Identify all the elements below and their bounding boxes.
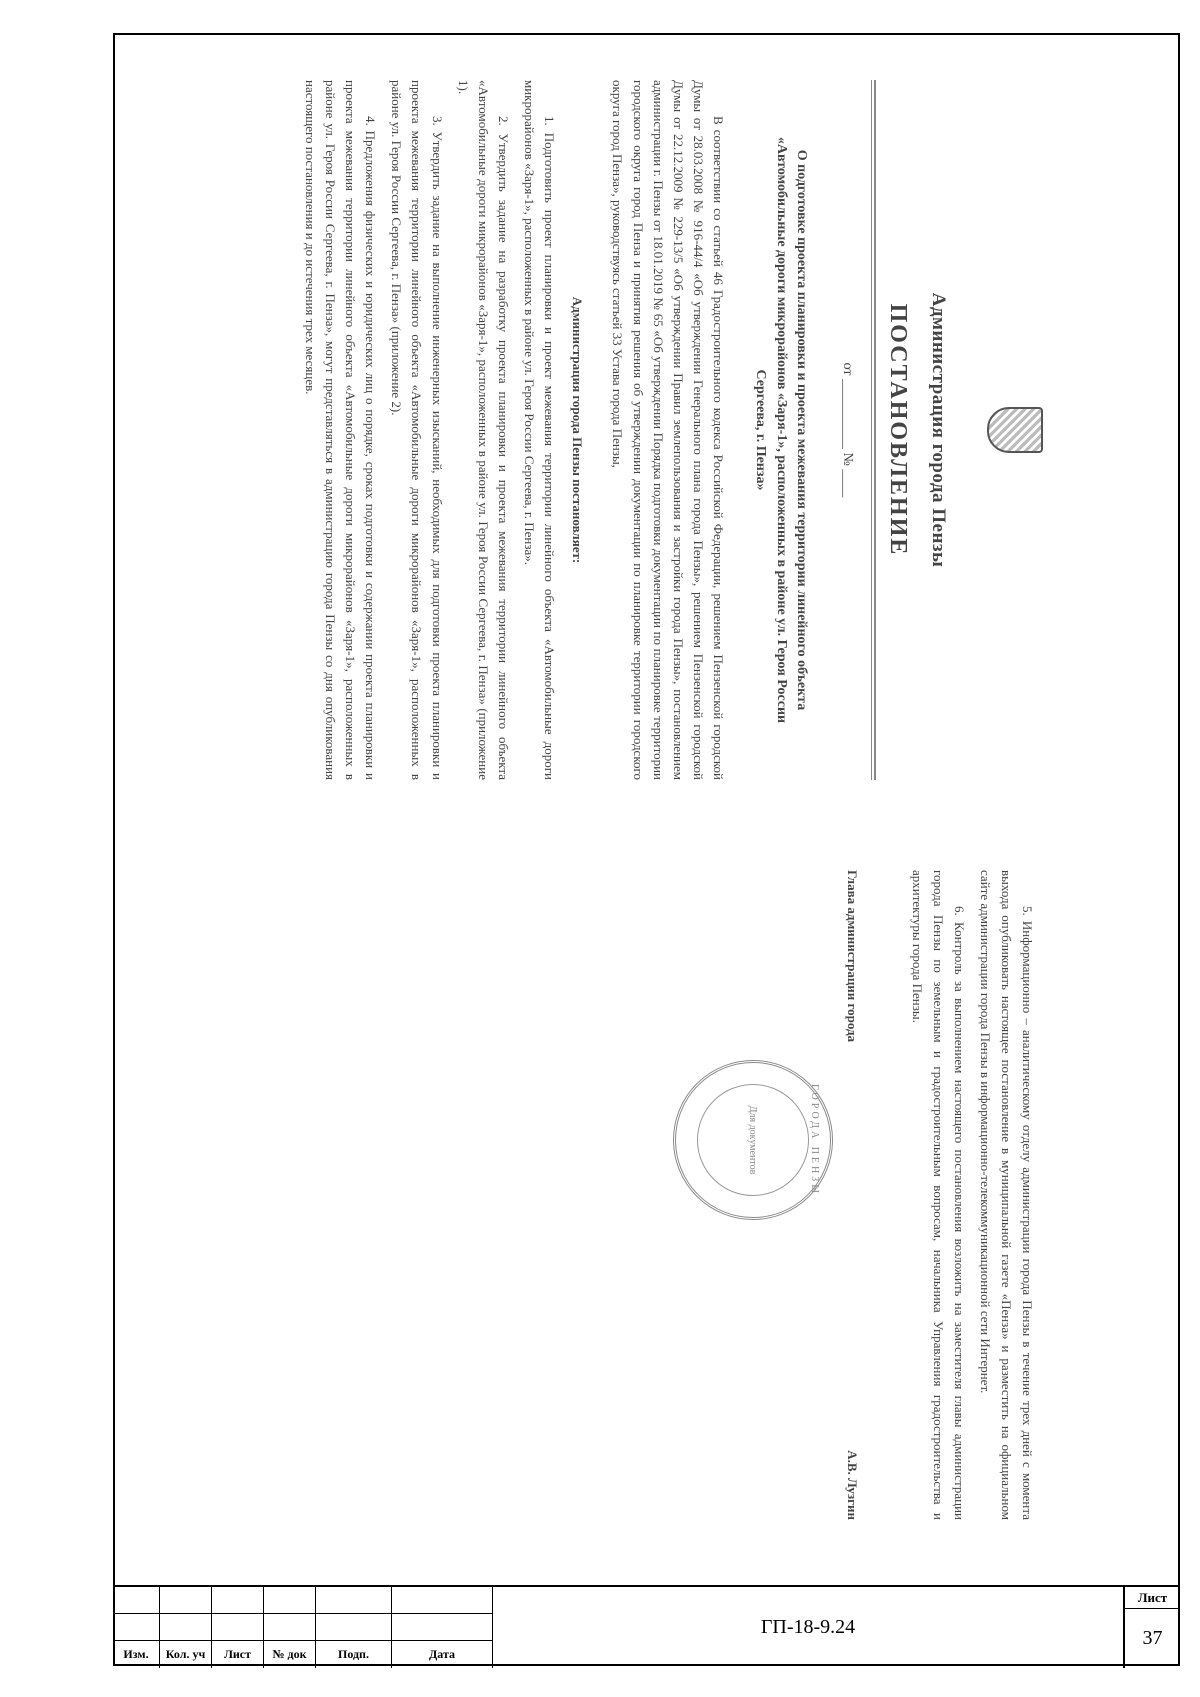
revision-cell [212, 1587, 264, 1614]
stamp-center [697, 1084, 809, 1196]
revision-cell [160, 1614, 212, 1641]
decree-title: ПОСТАНОВЛЕНИЕ [885, 303, 911, 557]
revision-cell [392, 1614, 493, 1641]
sheet-number: 37 [1142, 1627, 1163, 1649]
col-podp-header: Подп. [316, 1641, 392, 1668]
decree-item: 4. Предложения физических и юридических лиц о порядке, сроках подготовки и содержании проекта планировки и проекта межевания территории линейного объекта «Автомобильные дороги микрорайонов «Заря-1», расположенных в районе ул. Героя России Сергеева, г. Пенза», могут представляться в администрацию города Пензы со дня опубликования настоящего постановления и до истечения трех месяцев. [302, 80, 379, 780]
signatory-title: Глава администрации города [845, 870, 861, 1043]
signatory-name: А.В. Лузгин [845, 1450, 861, 1520]
divider [874, 80, 876, 780]
revision-cell [316, 1614, 392, 1641]
rotated-decree-spread [193, 40, 1093, 1580]
col-list-header: Лист [212, 1641, 264, 1668]
revision-cell [264, 1614, 316, 1641]
stamp-ring-text: ГОРОДА ПЕНЗЫ [809, 1084, 820, 1196]
decree-item: 3. Утвердить задание на выполнение инженерных изысканий, необходимых для подготовки проекта планировки и проекта межевания территории линейного объекта «Автомобильные дороги микрорайонов «Заря-1», расположенных в районе ул. Героя России Сергеева, г. Пенза» (приложение 2). [389, 80, 445, 780]
signature-row [844, 870, 860, 1520]
sheet-label: Лист [1125, 1587, 1180, 1609]
decree-intro: В соответствии со статьей 46 Градостроительного кодекса Российской Федерации, решением Пензенской городской Думы от 28.03.2008 № 916-44/4 «Об утверждении Генерального плана города Пензы», решением Пензенской городской Думы от 22.12.2009 № 229-13/5 «Об утверждении Правил землепользования и застройки города Пензы», постановлением администрации г. Пензы от 18.01.2019 № 65 «Об утверждении Порядка подготовки документации по планировке территории городского округа город Пенза и принятия решения об утверждении документации по планировке территории городского округа город Пенза», руководствуясь статьей 33 Устава города Пензы, [610, 80, 727, 780]
decree-subject: О подготовке проекта планировки и проекта межевания территории линейного объекта «Автомобильные дороги микрорайонов «Заря-1», расположенных в районе ул. Героя России Сергеева, г. Пенза» [753, 136, 809, 724]
col-data-header: Дата [392, 1641, 493, 1668]
document-code: ГП-18-9.24 [493, 1587, 1125, 1668]
decree-item: 1. Подготовить проект планировки и проект межевания территории линейного объекта «Автомобильные дороги микрорайонов «Заря-1», расположенных в районе ул. Героя России Сергеева, г. Пенза». [522, 80, 558, 780]
revision-cell [316, 1587, 392, 1614]
revision-cell [113, 1614, 160, 1641]
admin-title: Администрация города Пензы [928, 292, 949, 568]
stamp-center-text: Для документов [747, 1105, 759, 1175]
decree-item: 5. Информационно – аналитическому отделу администрации города Пензы в течение трех дней с момента выхода опубликовать настоящее постановление в муниципальной газете «Пенза» и разместить на официальном сайте администрации города Пензы в информационно-телекоммуникационной сети Интернет. [978, 870, 1035, 1520]
official-stamp [673, 1060, 833, 1220]
col-kol-header: Кол. уч [160, 1641, 212, 1668]
coat-of-arms-icon [987, 407, 1043, 453]
revision-cell [160, 1587, 212, 1614]
scanned-decree [118, 40, 1168, 1580]
revision-cell [212, 1614, 264, 1641]
decree-date: от __________ № ____ [840, 362, 855, 498]
col-izm-header: Изм. [113, 1641, 160, 1668]
decree-page-1 [300, 80, 1043, 780]
revision-cell [264, 1587, 316, 1614]
decree-page-2 [747, 870, 1043, 1520]
decree-section-head: Администрация города Пензы постановляет: [570, 296, 586, 564]
divider [871, 80, 872, 780]
revision-cell [392, 1587, 493, 1614]
decree-item: 6. Контроль за выполнением настоящего постановления возложить на заместителя главы администрации города Пензы по земельным и градостроительным вопросам, начальника Управления градостроительства и архитектуры города Пензы. [910, 870, 967, 1520]
title-block [113, 1585, 1180, 1666]
decree-item: 2. Утвердить задание на разработку проекта планировки и проекта межевания территории линейного объекта «Автомобильные дороги микрорайонов «Заря-1», расположенных в районе ул. Героя России Сергеева, г. Пенза» (приложение 1). [455, 80, 511, 780]
revision-cell [113, 1587, 160, 1614]
col-ndoc-header: № док [264, 1641, 316, 1668]
